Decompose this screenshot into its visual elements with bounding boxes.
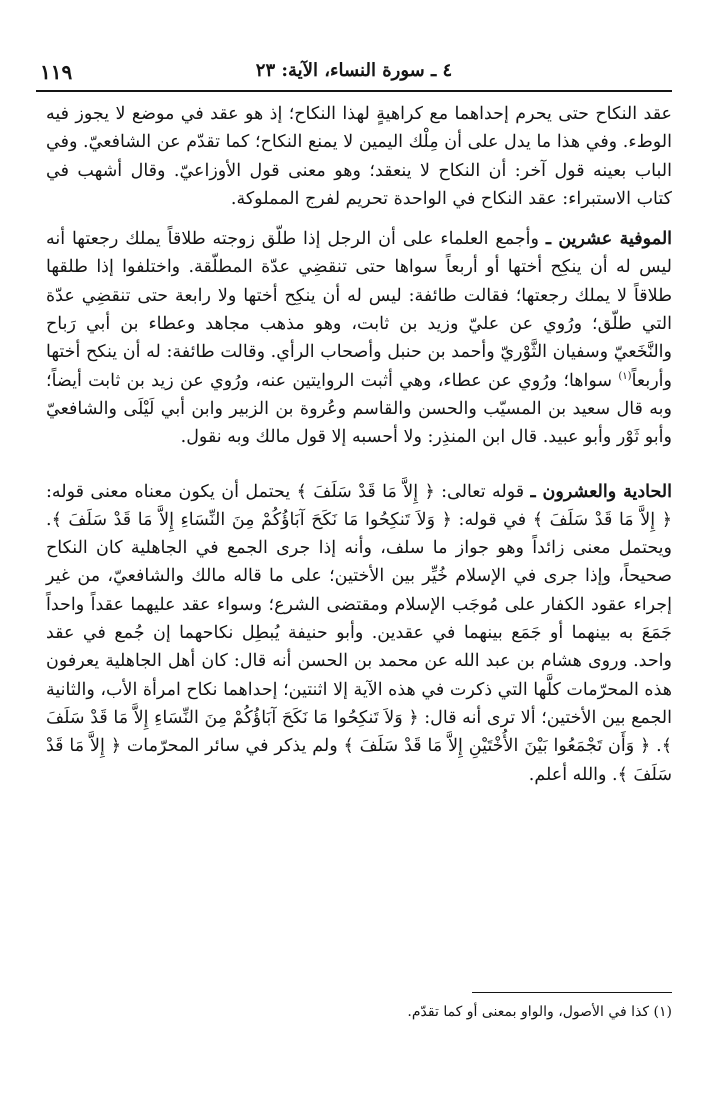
- paragraph-text: عقد النكاح حتى يحرم إحداهما مع كراهيةٍ لهذا النكاح؛ إذ هو عقد في موضع لا يجوز فيه الوطء. وفي هذا ما يدل على أن مِلْك اليمين لا يمنع النكاح؛ كما تقدّم عن الشافعيّ. وفي الباب بعينه قول آخر: أن النكاح لا ينعقد؛ وهو معنى قول الأوزاعيّ. وقال أشهب في كتاب الاستبراء: عقد النكاح في الواحدة تحريم لفرج المملوكة.: [46, 104, 672, 209]
- paragraph: [46, 100, 672, 213]
- paragraph-text-continued: سواها؛ ورُوي عن عطاء، وهي أثبت الروايتين عنه، ورُوي عن زيد بن ثابت أيضاً؛ وبه قال سعيد بن المسيّب والحسن والقاسم وعُروة بن الزبير وابن أبي لَيْلَى والشافعيّ وأبو ثَوْر وأبو عبيد. قال ابن المنذِر: ولا أحسبه إلا قول مالك وبه نقول.: [46, 370, 672, 448]
- paragraph: [46, 225, 672, 451]
- footnote-rule: [472, 992, 672, 993]
- section-heading: الموفية عشرين ـ: [545, 229, 673, 250]
- running-title: ٤ ـ سورة النساء، الآية: ٢٣: [255, 60, 453, 81]
- paragraph-text: قوله تعالى: ﴿ إِلاَّ مَا قَدْ سَلَفَ ﴾ يحتمل أن يكون معناه معنى قوله: ﴿ إِلاَّ مَا قَدْ سَلَفَ ﴾ في قوله: ﴿ وَلاَ تَنكِحُوا مَا نَكَحَ آبَاؤُكُمْ مِنَ النِّسَاءِ إِلاَّ مَا قَدْ سَلَفَ ﴾. ويحتمل معنى زائداً وهو جواز ما سلف، وأنه إذا جرى الجمع في الجاهلية كان النكاح صحيحاً، وإذا جرى في الإسلام خُيِّر بين الأختين؛ على ما قاله مالك والشافعيّ، من غير إجراء عقود الكفار على مُوجَب الإسلام ومقتضى الشرع؛ وسواء عقد عليهما عقداً واحداً جَمَعَ به بينهما أو جَمَع بينهما في عقدين. وأبو حنيفة يُبطِل نكاحهما إن جُمع في عقد واحد. وروى هشام بن عبد الله عن محمد بن الحسن أنه قال: كان أهل الجاهلية يعرفون هذه المحرّمات كلَّها التي ذكرت في هذه الآية إلا اثنتين؛ إحداهما نكاح امرأة الأب، والثانية الجمع بين الأختين؛ ألا ترى أنه قال: ﴿ وَلاَ تَنكِحُوا مَا نَكَحَ آبَاؤُكُمْ مِنَ النِّسَاءِ إِلاَّ مَا قَدْ سَلَفَ ﴾. ﴿ وَأَن تَجْمَعُوا بَيْنَ الأُخْتَيْنِ إِلاَّ مَا قَدْ سَلَفَ ﴾ ولم يذكر في سائر المحرّمات ﴿ إِلاَّ مَا قَدْ سَلَفَ ﴾. والله أعلم.: [46, 481, 672, 785]
- footnote: (١) كذا في الأصول، والواو بمعنى أو كما تقدّم.: [407, 1004, 672, 1020]
- page-header: [36, 56, 672, 92]
- body-text: [46, 100, 672, 801]
- paragraph: [46, 478, 672, 789]
- header-rule: [36, 90, 672, 92]
- paragraph-text: وأجمع العلماء على أن الرجل إذا طلّق زوجته طلاقاً يملك رجعتها أنه ليس له أن ينكِح أختها أو أربعاً سواها حتى تنقضِي عدّة المطلّقة. واختلفوا إذا طلقها طلاقاً لا يملك رجعتها؛ فقالت طائفة: ليس له أن ينكِح أختها ولا رابعة حتى تنقضِي عدّة التي طلّق؛ ورُوي عن عليّ وزيد بن ثابت، وهو مذهب مجاهد وعطاء بن أبي رَباح والنَّخَعيّ وسفيان الثَّوْريّ وأحمد بن حنبل وأصحاب الرأي. وقالت طائفة: له أن ينكح أختها وأربعاً: [46, 229, 672, 391]
- page-number: ١١٩: [40, 60, 73, 84]
- footnote-reference[interactable]: (١): [618, 370, 632, 382]
- section-heading: الحادية والعشرون ـ: [530, 481, 672, 502]
